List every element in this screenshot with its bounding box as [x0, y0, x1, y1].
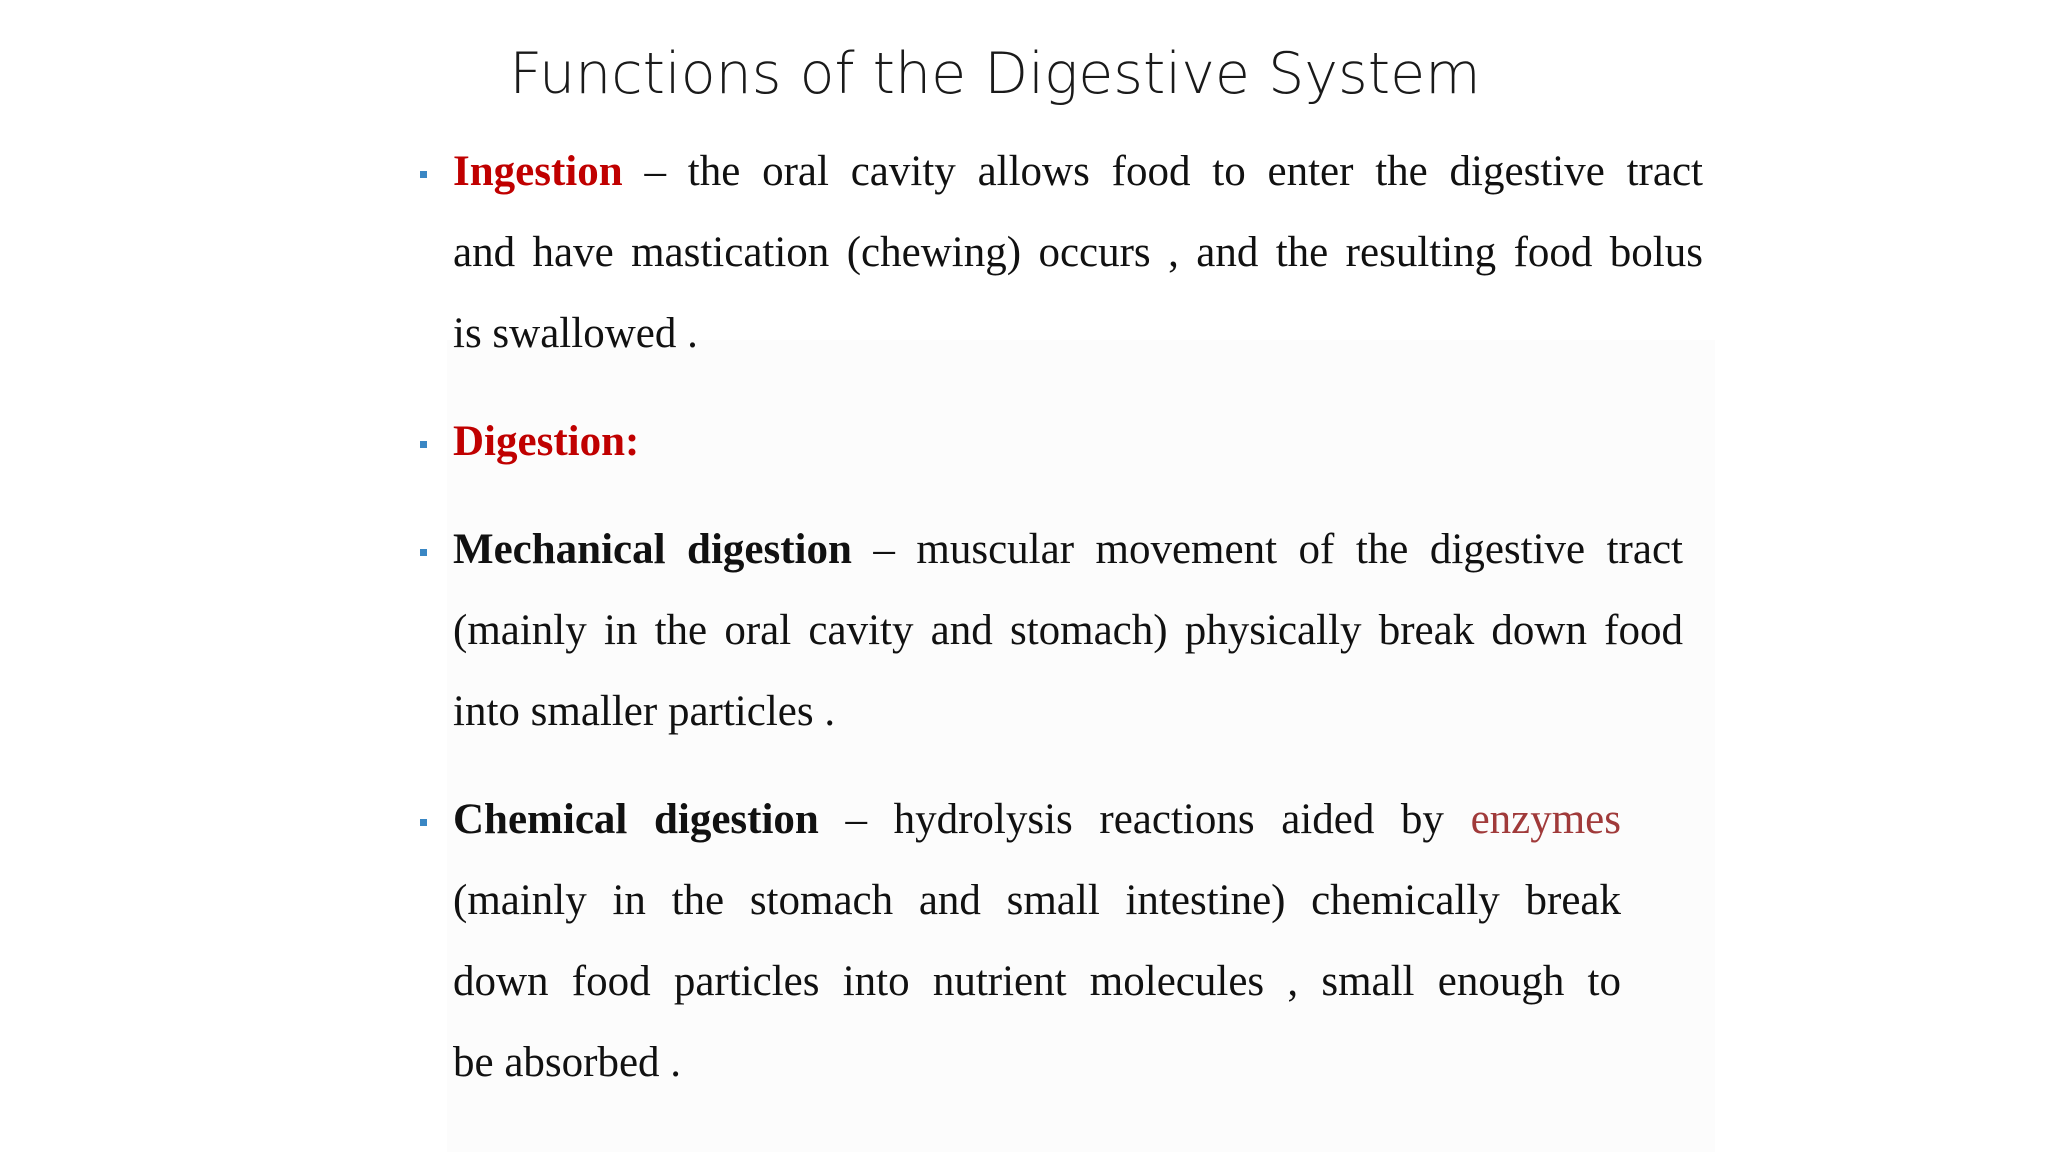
- bullet-marker: [420, 819, 427, 826]
- item-text-segment: – hydrolysis reactions aided by: [818, 796, 1471, 843]
- item-line: into smaller particles .: [453, 688, 836, 735]
- item-line: and have mastication (chewing) occurs , and the resulting food bolus: [453, 229, 1703, 276]
- term-chemical-digestion: Chemical digestion: [453, 796, 819, 843]
- item-line: [453, 779, 1621, 860]
- bullet-marker: [420, 171, 427, 178]
- item-line: [453, 131, 1703, 212]
- item-line: [453, 401, 1703, 482]
- slide-title: Functions of the Digestive System: [509, 41, 1481, 107]
- item-text: [453, 509, 1683, 752]
- item-text: [453, 779, 1621, 1103]
- item-line: down food particles into nutrient molecules , small enough to: [453, 958, 1621, 1005]
- item-line: (mainly in the stomach and small intestine) chemically break: [453, 877, 1621, 924]
- term-digestion: Digestion:: [453, 418, 640, 465]
- item-text: [453, 131, 1703, 374]
- item-line: be absorbed .: [453, 1039, 682, 1086]
- item-text-segment: – the oral cavity allows food to enter the digestive tract: [622, 148, 1703, 195]
- term-mechanical-digestion: Mechanical digestion: [453, 526, 852, 573]
- item-line: [453, 509, 1683, 590]
- term-enzymes: enzymes: [1470, 796, 1621, 843]
- item-line: is swallowed .: [453, 310, 698, 357]
- bullet-marker: [420, 549, 427, 556]
- item-text-segment: – muscular movement of the digestive tract: [851, 526, 1683, 573]
- item-text: [453, 401, 1703, 482]
- bullet-marker: [420, 441, 427, 448]
- term-ingestion: Ingestion: [453, 148, 623, 195]
- item-line: (mainly in the oral cavity and stomach) physically break down food: [453, 607, 1683, 654]
